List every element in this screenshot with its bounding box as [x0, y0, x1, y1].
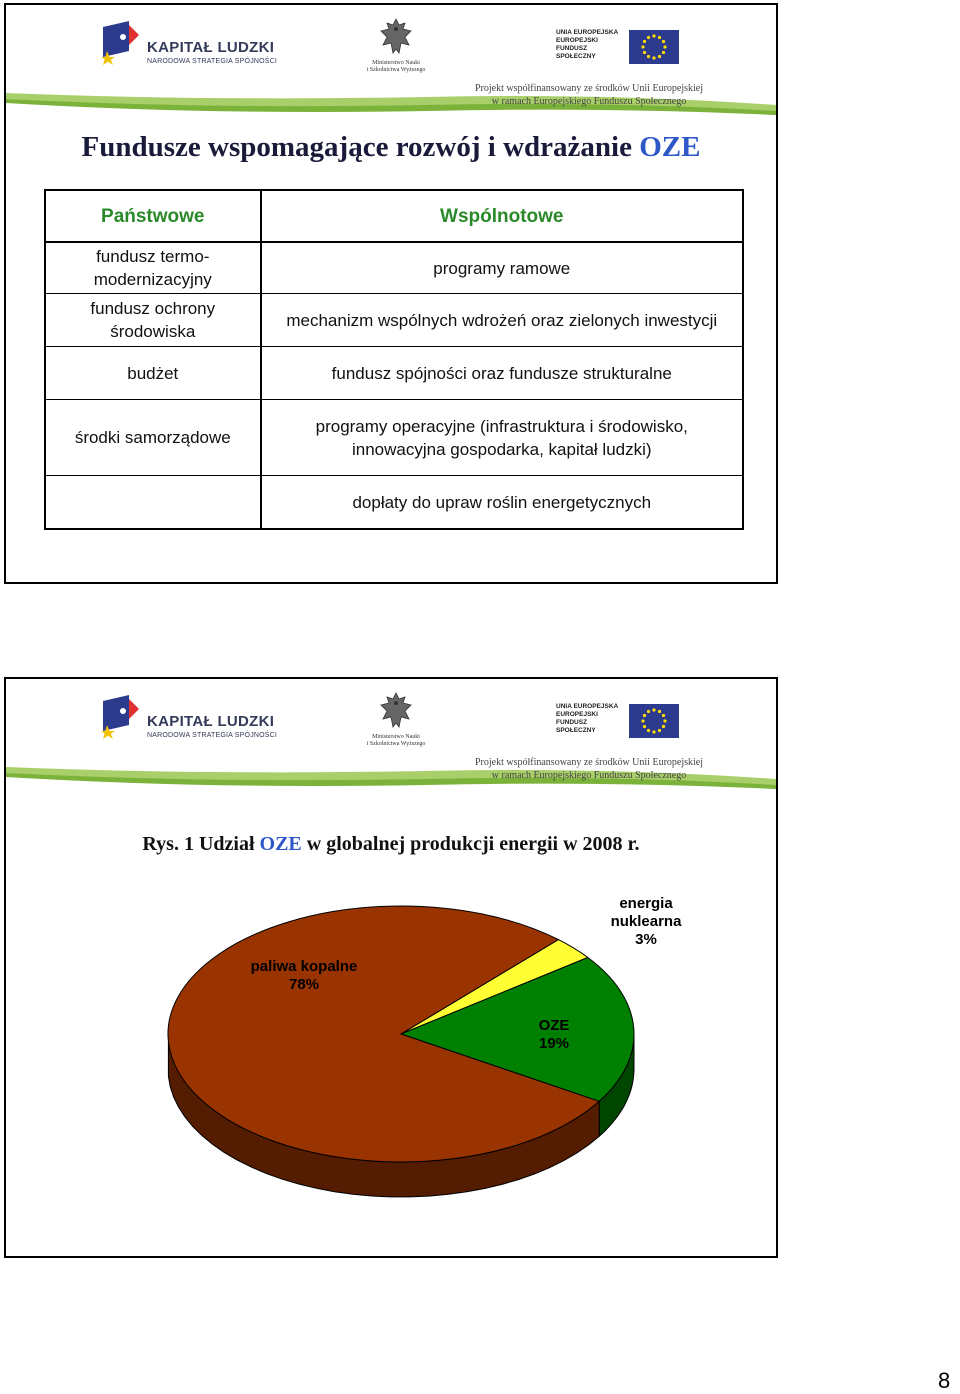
slide-chart: [4, 677, 778, 1258]
pie-category-label: OZE: [538, 1017, 570, 1034]
table-row: [45, 242, 743, 294]
pie-value-label: 78%: [288, 976, 320, 993]
pie-category-label: nuklearna: [610, 913, 682, 930]
header-panstwowe: Państwowe: [45, 190, 261, 242]
title-oze-accent: OZE: [639, 131, 701, 163]
table-row: [45, 294, 743, 347]
eu-flag-icon: [629, 704, 679, 738]
ministry-logo: [361, 691, 431, 753]
table-cell-right: mechanizm wspólnych wdrożeń oraz zielonych inwestycji: [261, 294, 743, 347]
pie-category-label: paliwa kopalne: [250, 958, 358, 975]
kapital-ludzki-logo: [99, 695, 279, 753]
page-number: 8: [938, 1368, 951, 1393]
ministry-logo: [361, 17, 431, 79]
pie-category-label: energia: [619, 895, 673, 912]
table-row: [45, 476, 743, 530]
kapital-ludzki-subtitle: NARODOWA STRATEGIA SPÓJNOŚCI: [147, 732, 278, 739]
eu-flag-icon: [629, 30, 679, 64]
funds-table: [44, 189, 744, 530]
eagle-emblem-icon: [379, 17, 413, 57]
logo-header: [6, 5, 776, 115]
pie-value-label: 3%: [635, 931, 657, 948]
pie-label-energia-nuklearna: [611, 895, 683, 948]
project-cofinancing-note: Projekt współfinansowany ze środków Unii Europejskiej w ramach Europejskiego Funduszu Społecznego: [474, 83, 704, 107]
table-cell-right: dopłaty do upraw roślin energetycznych: [261, 476, 743, 530]
eu-text: UNIA EUROPEJSKA EUROPEJSKI FUNDUSZ SPOŁECZNY: [556, 29, 619, 60]
eagle-emblem-icon: [379, 691, 413, 731]
kapital-ludzki-mark-icon: [99, 21, 141, 79]
table-cell-right: programy operacyjne (infrastruktura i środowisko, innowacyjna gospodarka, kapitał ludzki): [261, 400, 743, 476]
table-cell-left: budżet: [45, 347, 261, 400]
header-wspolnotowe: Wspólnotowe: [261, 190, 743, 242]
slide-title: Fundusze wspomagające rozwój i wdrażanie OZE: [81, 131, 701, 163]
eu-logo: [556, 27, 686, 67]
table-row: [45, 400, 743, 476]
kapital-ludzki-title: KAPITAŁ LUDZKI: [147, 713, 275, 730]
table-row: [45, 347, 743, 400]
project-cofinancing-note: Projekt współfinansowany ze środków Unii Europejskiej w ramach Europejskiego Funduszu Społecznego: [474, 757, 704, 781]
table-cell-right: fundusz spójności oraz fundusze strukturalne: [261, 347, 743, 400]
eu-text: UNIA EUROPEJSKA EUROPEJSKI FUNDUSZ SPOŁECZNY: [556, 703, 619, 734]
ministry-name: Ministerstwo Nauki i Szkolnictwa Wyższego: [366, 734, 426, 747]
pie-label-OZE: [539, 1017, 570, 1052]
kapital-ludzki-logo: [99, 21, 279, 79]
table-cell-left: środki samorządowe: [45, 400, 261, 476]
kapital-ludzki-subtitle: NARODOWA STRATEGIA SPÓJNOŚCI: [147, 58, 278, 65]
kapital-ludzki-title: KAPITAŁ LUDZKI: [147, 39, 275, 56]
table-cell-left: [45, 476, 261, 530]
table-cell-right: programy ramowe: [261, 242, 743, 294]
chart-title: Rys. 1 Udział OZE w globalnej produkcji energii w 2008 r.: [142, 833, 640, 855]
title-oze-accent: OZE: [259, 833, 302, 855]
slide-funds: [4, 3, 778, 584]
ministry-name: Ministerstwo Nauki i Szkolnictwa Wyższego: [366, 60, 426, 73]
eu-logo: [556, 701, 686, 741]
table-cell-left: fundusz termo-modernizacyjny: [45, 242, 261, 294]
pie-value-label: 19%: [538, 1035, 570, 1052]
logo-header: [6, 679, 776, 789]
pie-chart: [6, 894, 776, 1254]
kapital-ludzki-mark-icon: [99, 695, 141, 753]
table-cell-left: fundusz ochrony środowiska: [45, 294, 261, 347]
